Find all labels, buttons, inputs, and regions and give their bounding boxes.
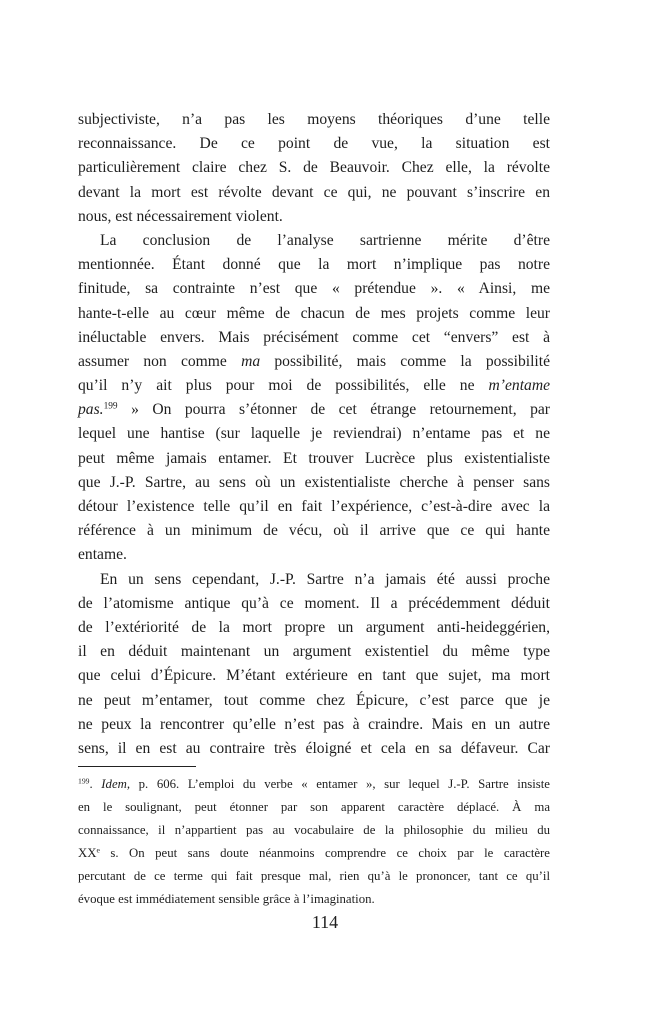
body-text [78,108,550,761]
text-line [78,640,550,664]
text-segment: En un sens cependant, J.-P. Sartre n’a jamais été aussi proche [100,570,550,588]
text-segment: connaissance, il n’appartient pas au vocabulaire de la philosophie du milieu du [78,823,550,837]
text-segment: ne peut m’entamer, tout comme chez Épicure, c’est parce que je [78,691,550,709]
footnote-separator [78,766,196,767]
text-segment: que J.-P. Sartre, au sens où un existentialiste cherche à penser sans [78,473,550,491]
text-segment: référence à un minimum de vécu, où il arrive que ce qui hante [78,522,550,540]
text-line [78,253,550,277]
text-line [78,181,550,205]
text-line [78,447,550,471]
text-segment: inéluctable envers. Mais précisément comme cet “envers” est à [78,328,550,346]
footnote-line [78,865,550,888]
text-line [78,689,550,713]
footnote-line [78,819,550,842]
text-segment: il en déduit maintenant un argument existentiel du même type [78,643,550,661]
text-line [78,471,550,495]
text-line [78,108,550,132]
italic-text: ma [241,352,261,370]
footnote-line [78,796,550,819]
text-segment: que celui d’Épicure. M’étant extérieure en tant que sujet, ma mort [78,667,550,685]
italic-text: m’entame [488,377,550,395]
text-segment: mentionnée. Étant donné que la mort n’implique pas notre [78,256,550,274]
text-segment: . [89,777,102,791]
italic-text: pas. [78,401,104,419]
text-segment: percutant de ce terme qui fait presque mal, rien qu’à le prononcer, tant ce qu’il [78,869,550,883]
text-line [78,350,550,374]
text-line [78,132,550,156]
text-segment: qu’il n’y ait plus pour moi de possibilités, elle ne [78,377,489,395]
text-segment: particulièrement claire chez S. de Beauvoir. Chez elle, la révolte [78,159,550,177]
text-line [78,398,550,422]
text-segment: nous, est nécessairement violent. [78,207,283,225]
text-line [78,713,550,737]
text-segment: assumer non comme [78,352,242,370]
text-line [78,374,550,398]
text-line [78,519,550,543]
footnote-reference: e [96,845,100,855]
italic-text: Idem, [101,777,131,791]
text-line [78,495,550,519]
text-segment: de l’extériorité de la mort propre un argument anti-heideggérien, [78,618,550,636]
footnote-reference: 199 [78,776,90,786]
text-line [78,422,550,446]
text-segment: ne peux la rencontrer qu’elle n’est pas à craindre. Mais en un autre [78,715,550,733]
text-segment: La conclusion de l’analyse sartrienne mérite d’être [100,231,550,249]
text-segment: reconnaissance. De ce point de vue, la situation est [78,135,550,153]
footnote-reference: 199 [103,401,118,412]
text-line [78,229,550,253]
text-segment: s. On peut sans doute néanmoins comprendre ce choix par le caractère [99,846,550,860]
text-segment: lequel une hantise (sur laquelle je reviendrai) n’entame pas et ne [78,425,550,443]
page-number: 114 [311,912,339,932]
text-segment: de l’atomisme antique qu’à ce moment. Il a précédemment déduit [78,594,550,612]
text-line [78,156,550,180]
text-line [78,592,550,616]
text-segment: finitude, sa contrainte n’est que « prétendue ». « Ainsi, me [78,280,550,298]
text-segment: subjectiviste, n’a pas les moyens théoriques d’une telle [78,111,550,128]
text-line [78,277,550,301]
text-segment: devant la mort est révolte devant ce qui, ne pouvant s’inscrire en [78,183,550,201]
footnotes [78,773,550,911]
footnote-line [78,888,550,911]
text-segment: » On pourra s’étonner de cet étrange retournement, par [117,401,550,419]
text-line [78,737,550,761]
text-segment: peut même jamais entamer. Et trouver Lucrèce plus existentialiste [78,449,550,467]
text-segment: p. 606. L’emploi du verbe « entamer », sur lequel J.-P. Sartre insiste [130,777,550,791]
text-segment: hante-t-elle au cœur même de chacun de mes projets comme leur [78,304,550,322]
text-line [78,543,550,567]
text-line [78,568,550,592]
text-line [78,302,550,326]
text-line [78,326,550,350]
text-segment: évoque est immédiatement sensible grâce à l’imagination. [78,892,375,906]
text-line [78,616,550,640]
text-line [78,205,550,229]
text-segment: XX [78,846,97,860]
text-segment: sens, il en est au contraire très éloigné et cela en sa défaveur. Car [78,739,550,757]
text-segment: possibilité, mais comme la possibilité [260,352,550,370]
text-segment: détour l’existence telle qu’il en fait l’expérience, c’est-à-dire avec la [78,498,550,515]
text-segment: entame. [78,546,127,564]
footnote-line [78,842,550,865]
text-line [78,664,550,688]
text-segment: en le soulignant, peut étonner par son apparent caractère déplacé. À ma [78,800,550,814]
footnote-line [78,773,550,796]
